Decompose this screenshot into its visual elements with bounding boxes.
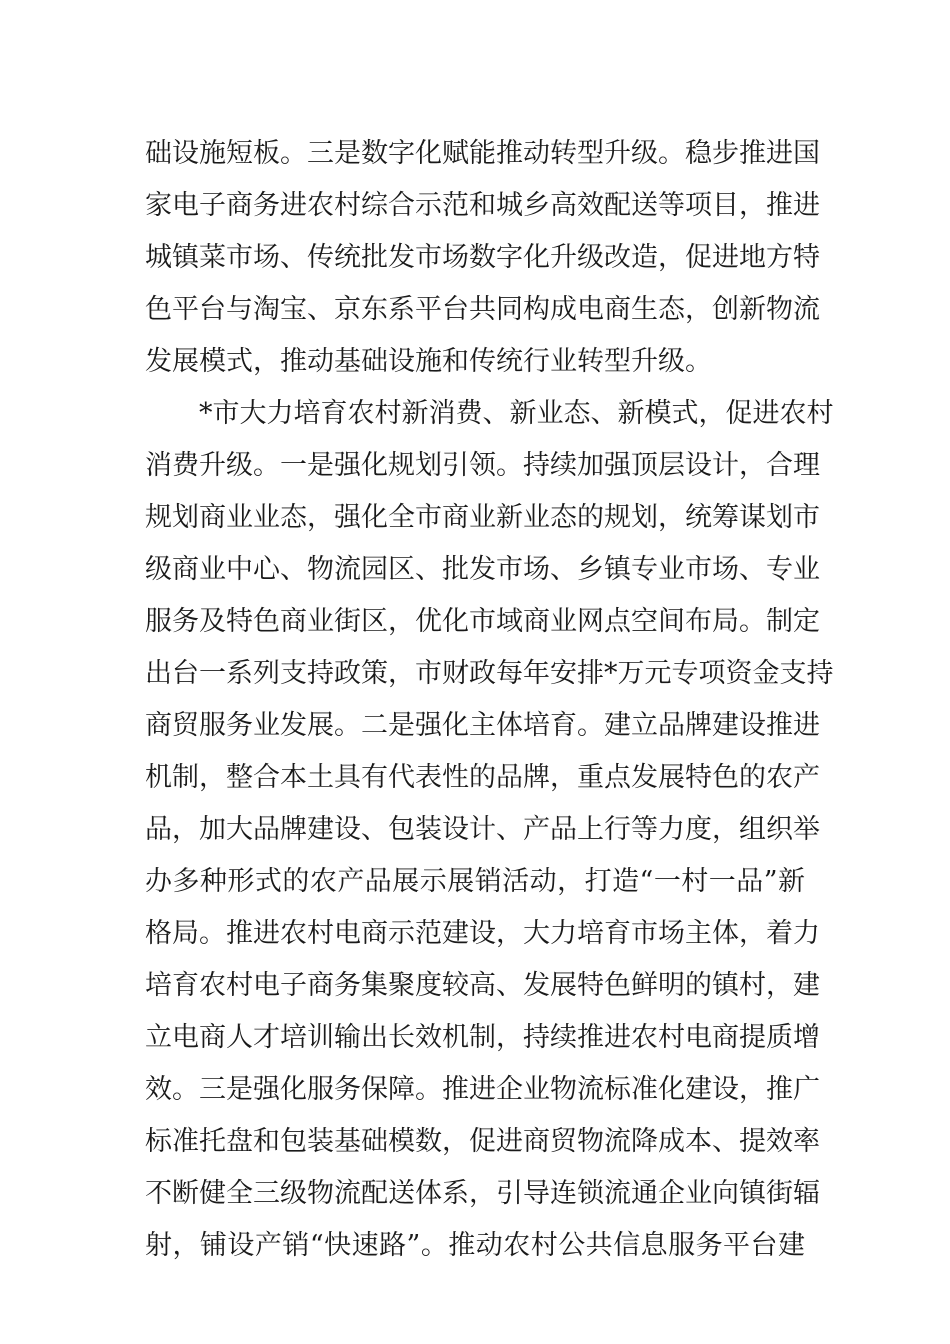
text-line: 办多种形式的农产品展示展销活动，打造“一村一品”新 — [145, 866, 805, 897]
text-line: 消费升级。一是强化规划引领。持续加强顶层设计，合理 — [145, 450, 820, 481]
text-line: 格局。推进农村电商示范建设，大力培育市场主体，着力 — [145, 918, 820, 949]
text-line: 服务及特色商业街区，优化市域商业网点空间布局。制定 — [145, 606, 820, 637]
text-line: 发展模式，推动基础设施和传统行业转型升级。 — [145, 346, 712, 377]
text-line: 射，铺设产销“快速路”。推动农村公共信息服务平台建 — [145, 1230, 805, 1261]
text-line: 效。三是强化服务保障。推进企业物流标准化建设，推广 — [145, 1074, 820, 1105]
text-line: 品，加大品牌建设、包装设计、产品上行等力度，组织举 — [145, 814, 820, 845]
text-line: 标准托盘和包装基础模数，促进商贸物流降成本、提效率 — [145, 1126, 820, 1157]
text-line: 规划商业业态，强化全市商业新业态的规划，统筹谋划市 — [145, 502, 820, 533]
text-line: *市大力培育农村新消费、新业态、新模式，促进农村 — [199, 398, 834, 429]
text-line: 级商业中心、物流园区、批发市场、乡镇专业市场、专业 — [145, 554, 820, 585]
text-line: 出台一系列支持政策，市财政每年安排*万元专项资金支持 — [145, 658, 834, 689]
text-line: 础设施短板。三是数字化赋能推动转型升级。稳步推进国 — [145, 138, 820, 169]
text-line: 机制，整合本土具有代表性的品牌，重点发展特色的农产 — [145, 762, 820, 793]
text-line: 培育农村电子商务集聚度较高、发展特色鲜明的镇村，建 — [145, 970, 820, 1001]
text-line: 不断健全三级物流配送体系，引导连锁流通企业向镇街辐 — [145, 1178, 820, 1209]
text-line: 家电子商务进农村综合示范和城乡高效配送等项目，推进 — [145, 190, 820, 221]
text-line: 城镇菜市场、传统批发市场数字化升级改造，促进地方特 — [145, 242, 820, 273]
text-line: 色平台与淘宝、京东系平台共同构成电商生态，创新物流 — [145, 294, 820, 325]
text-line: 商贸服务业发展。二是强化主体培育。建立品牌建设推进 — [145, 710, 820, 741]
text-line: 立电商人才培训输出长效机制，持续推进农村电商提质增 — [145, 1022, 820, 1053]
